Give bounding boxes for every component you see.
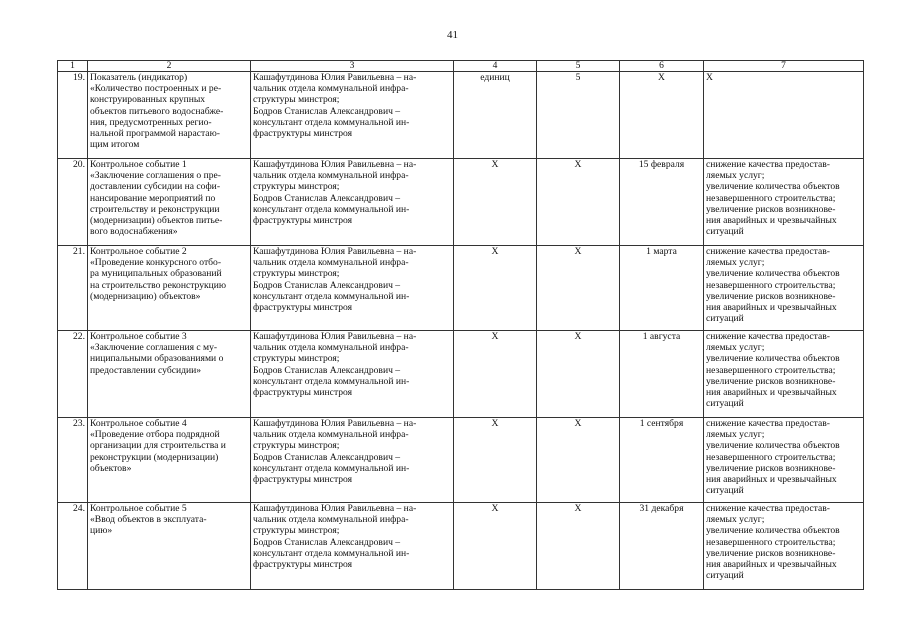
value-cell: Х (537, 418, 620, 503)
table-row (58, 503, 864, 590)
row-number: 24. (58, 503, 88, 590)
row-number: 19. (58, 72, 88, 159)
header-cell: 2 (88, 61, 251, 72)
event-name: Показатель (индикатор) «Количество построенных и ре- конструированных крупных объектов питьевого водоснабже- ния, предусмотренных регио- нальной программой нарастаю- щим итогом (88, 72, 251, 159)
responsible-persons: Кашафутдинова Юлия Равильевна – на- чальник отдела коммунальной инфра- структуры минстроя; Бодров Станислав Александрович – консультант отдела коммунальной ин- фраструктуры минстроя (251, 72, 454, 159)
header-cell: 3 (251, 61, 454, 72)
responsible-persons: Кашафутдинова Юлия Равильевна – на- чальник отдела коммунальной инфра- структуры минстроя; Бодров Станислав Александрович – консультант отдела коммунальной ин- фраструктуры минстроя (251, 246, 454, 331)
event-name: Контрольное событие 3 «Заключение соглашения с му- ниципальными образованиями о предоставлении субсидии» (88, 331, 251, 418)
date-cell: Х (620, 72, 704, 159)
row-number: 23. (58, 418, 88, 503)
risks-cell: снижение качества предостав- ляемых услуг; увеличение количества объектов незавершенного строительства; увеличение рисков возникнове- ния аварийных и чрезвычайных ситуаций (704, 159, 864, 246)
risks-cell: снижение качества предостав- ляемых услуг; увеличение количества объектов незавершенного строительства; увеличение рисков возникнове- ния аварийных и чрезвычайных ситуаций (704, 418, 864, 503)
date-cell: 31 декабря (620, 503, 704, 590)
date-cell: 1 августа (620, 331, 704, 418)
risks-cell: Х (704, 72, 864, 159)
header-cell: 1 (58, 61, 88, 72)
event-name: Контрольное событие 5 «Ввод объектов в эксплуата- цию» (88, 503, 251, 590)
value-cell: Х (537, 246, 620, 331)
unit-cell: Х (454, 246, 537, 331)
table-row (58, 331, 864, 418)
page-number: 41 (447, 29, 458, 41)
risks-cell: снижение качества предостав- ляемых услуг; увеличение количества объектов незавершенного строительства; увеличение рисков возникнове- ния аварийных и чрезвычайных ситуаций (704, 246, 864, 331)
table-row (58, 72, 864, 159)
risks-cell: снижение качества предостав- ляемых услуг; увеличение количества объектов незавершенного строительства; увеличение рисков возникнове- ния аварийных и чрезвычайных ситуаций (704, 503, 864, 590)
header-cell: 5 (537, 61, 620, 72)
responsible-persons: Кашафутдинова Юлия Равильевна – на- чальник отдела коммунальной инфра- структуры минстроя; Бодров Станислав Александрович – консультант отдела коммунальной ин- фраструктуры минстроя (251, 331, 454, 418)
responsible-persons: Кашафутдинова Юлия Равильевна – на- чальник отдела коммунальной инфра- структуры минстроя; Бодров Станислав Александрович – консультант отдела коммунальной ин- фраструктуры минстроя (251, 159, 454, 246)
header-cell: 4 (454, 61, 537, 72)
row-number: 22. (58, 331, 88, 418)
date-cell: 1 сентября (620, 418, 704, 503)
table-row (58, 159, 864, 246)
header-cell: 7 (704, 61, 864, 72)
unit-cell: единиц (454, 72, 537, 159)
plan-table (57, 60, 864, 590)
date-cell: 1 марта (620, 246, 704, 331)
risks-cell: снижение качества предостав- ляемых услуг; увеличение количества объектов незавершенного строительства; увеличение рисков возникнове- ния аварийных и чрезвычайных ситуаций (704, 331, 864, 418)
event-name: Контрольное событие 4 «Проведение отбора подрядной организации для строительства и реконструкции (модернизации) объектов» (88, 418, 251, 503)
value-cell: Х (537, 331, 620, 418)
row-number: 20. (58, 159, 88, 246)
date-cell: 15 февраля (620, 159, 704, 246)
table-header-row (58, 61, 864, 72)
value-cell: Х (537, 159, 620, 246)
unit-cell: Х (454, 503, 537, 590)
header-cell: 6 (620, 61, 704, 72)
value-cell: Х (537, 503, 620, 590)
value-cell: 5 (537, 72, 620, 159)
unit-cell: Х (454, 331, 537, 418)
unit-cell: Х (454, 418, 537, 503)
table-row (58, 246, 864, 331)
responsible-persons: Кашафутдинова Юлия Равильевна – на- чальник отдела коммунальной инфра- структуры минстроя; Бодров Станислав Александрович – консультант отдела коммунальной ин- фраструктуры минстроя (251, 503, 454, 590)
table-row (58, 418, 864, 503)
event-name: Контрольное событие 2 «Проведение конкурсного отбо- ра муниципальных образований на строительство реконструкцию (модернизацию) объектов» (88, 246, 251, 331)
responsible-persons: Кашафутдинова Юлия Равильевна – на- чальник отдела коммунальной инфра- структуры минстроя; Бодров Станислав Александрович – консультант отдела коммунальной ин- фраструктуры минстроя (251, 418, 454, 503)
unit-cell: Х (454, 159, 537, 246)
event-name: Контрольное событие 1 «Заключение соглашения о пре- доставлении субсидии на софи- нансирование мероприятий по строительству и реконструкции (модернизации) объектов питье- вого водоснабжения» (88, 159, 251, 246)
row-number: 21. (58, 246, 88, 331)
